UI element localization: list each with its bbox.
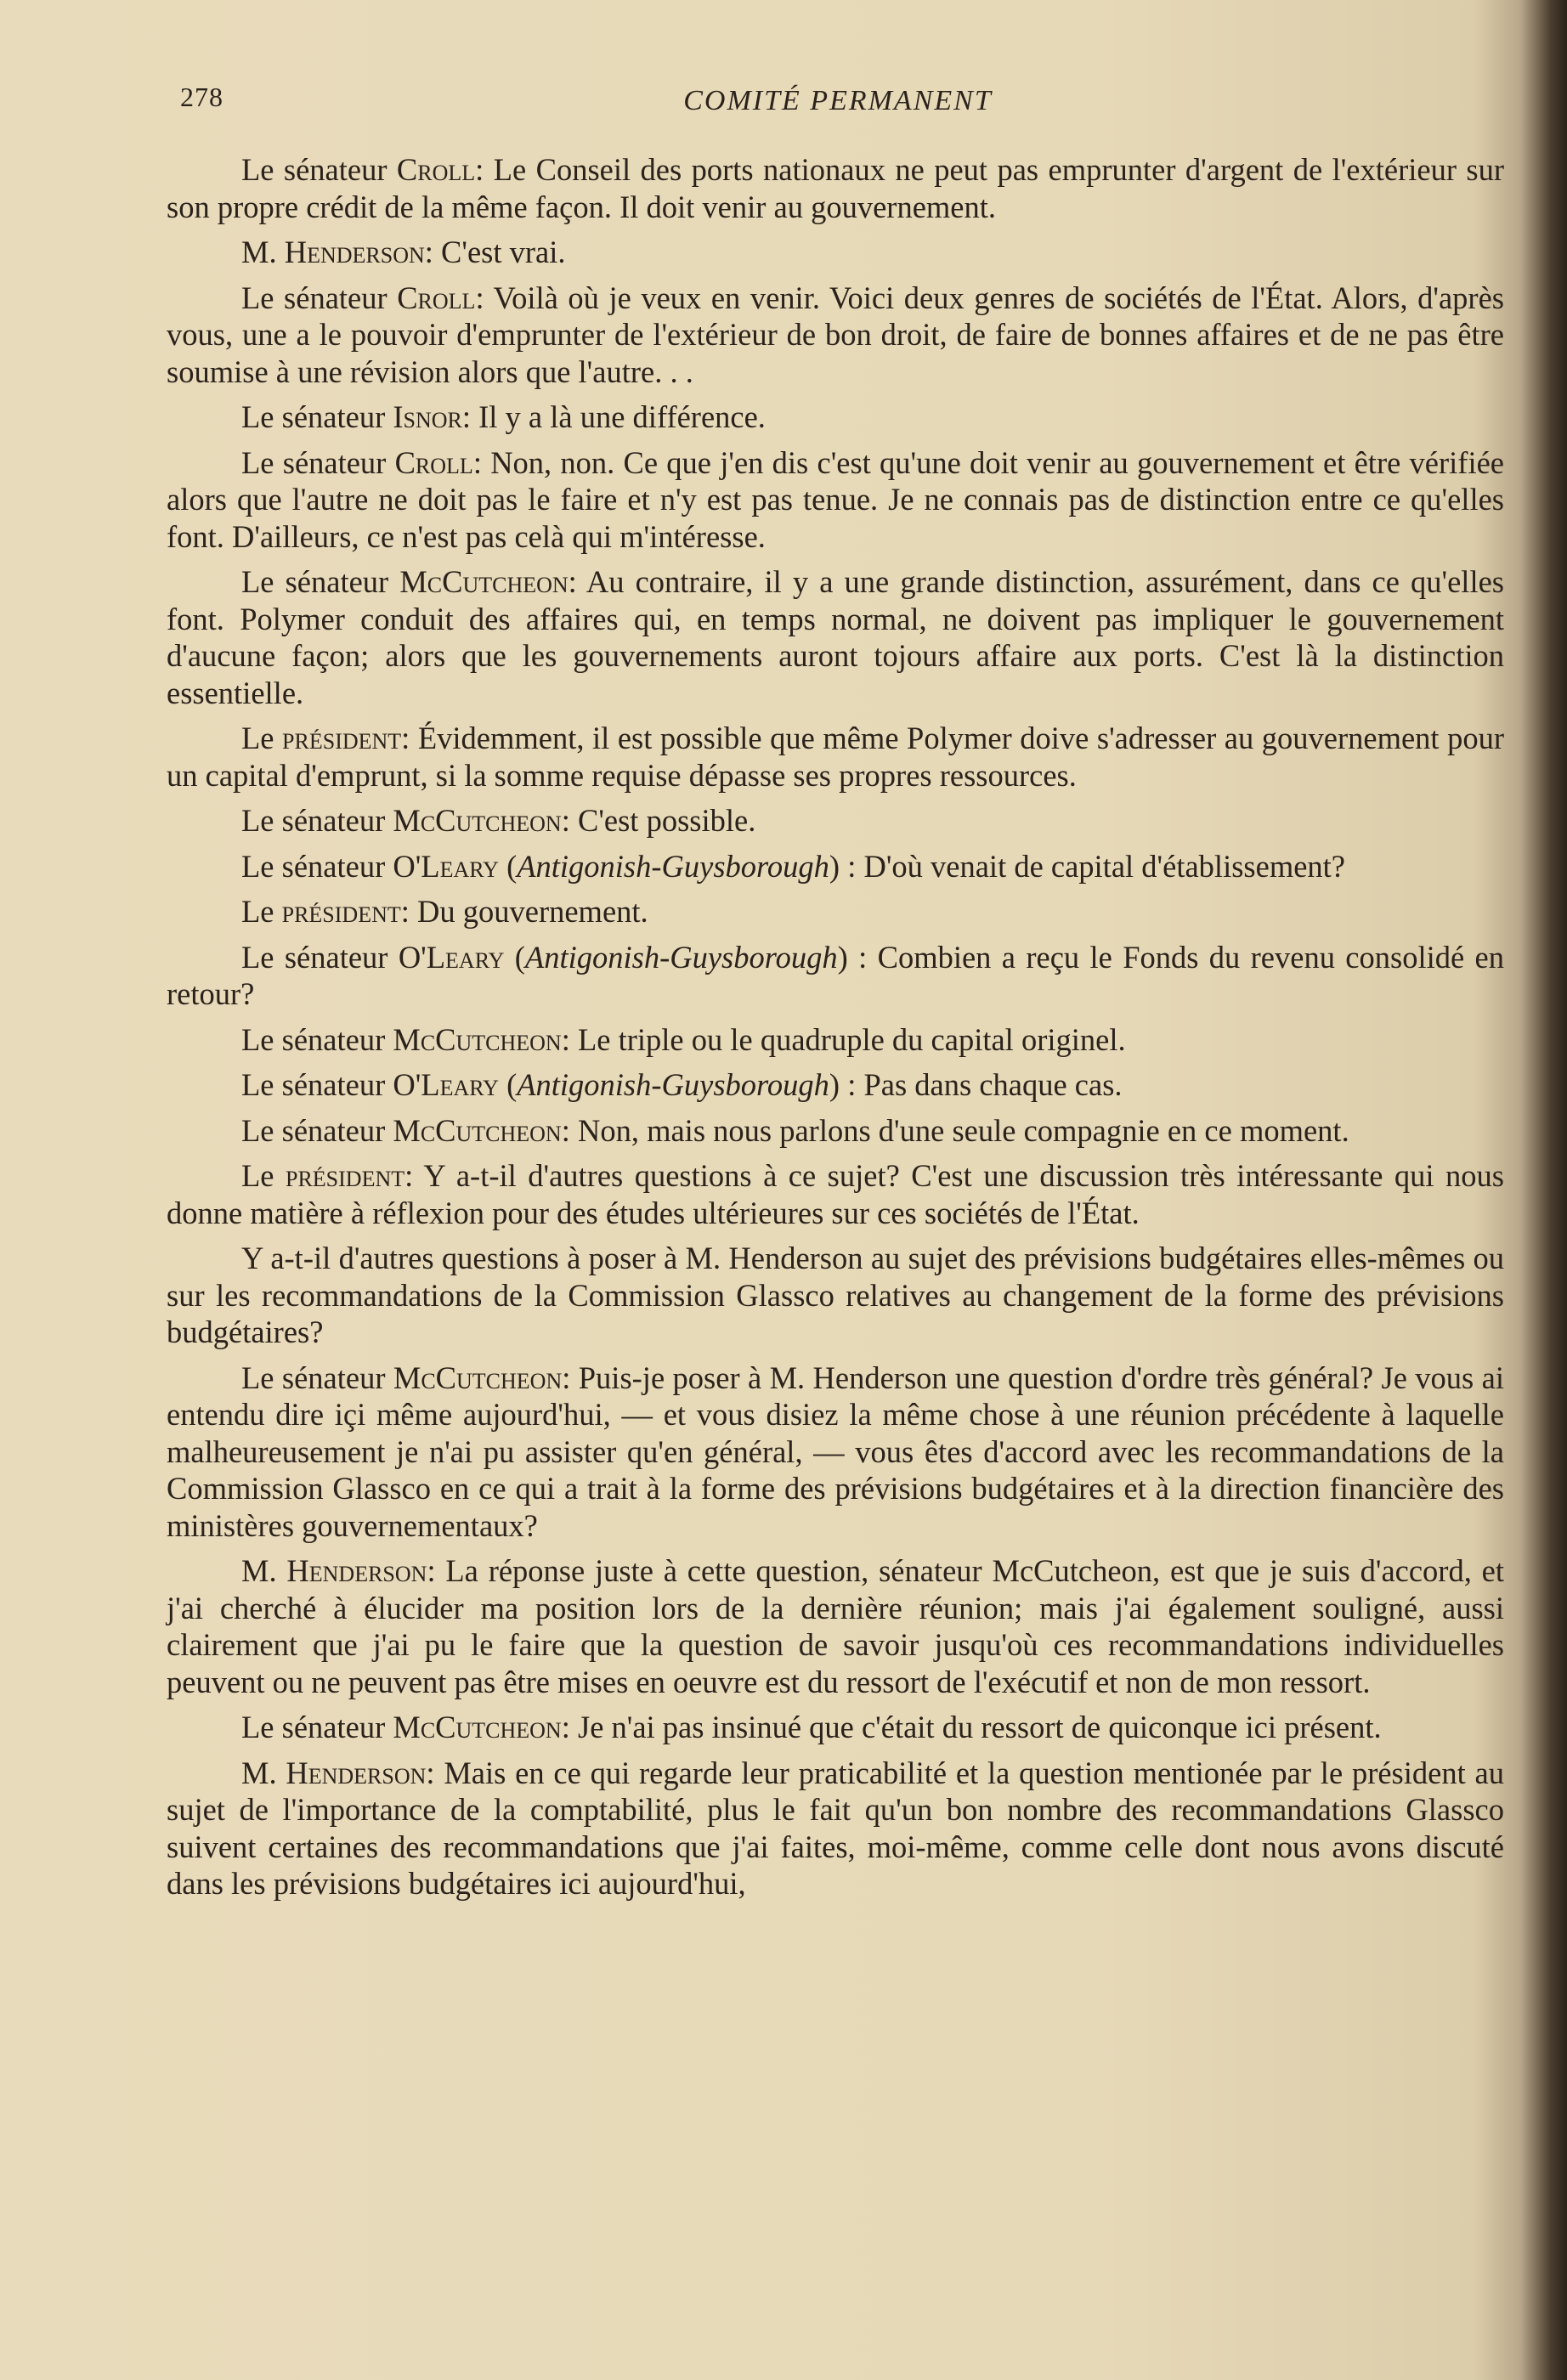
- paragraph-text: : C'est possible.: [561, 803, 756, 838]
- speaker-title: Le sénateur: [241, 444, 395, 480]
- speaker-title: Le sénateur: [241, 939, 399, 975]
- paragraph-text: : Mais en ce qui regarde leur praticabilité et la question mentionée par le président au sujet de l'importance de la comptabilité, plus le fait qu'un bon nombre des recommandations Glassco suivent certaines des recommandations que j'ai faites, moi-même, comme celle dont nous avons discuté dans les prévisions budgétaires ici aujourd'hui,: [167, 1755, 1504, 1901]
- transcript-paragraph: [167, 1755, 1504, 1902]
- speaker-name: McCutcheon: [393, 1112, 562, 1148]
- speaker-title: Le sénateur: [241, 564, 400, 599]
- speaker-name: Isnor: [393, 399, 462, 434]
- speaker-name: McCutcheon: [393, 1710, 562, 1744]
- speaker-riding: Antigonish-Guysborough: [524, 939, 838, 975]
- speaker-title: Le sénateur: [241, 1710, 393, 1744]
- transcript-paragraph: [167, 444, 1504, 556]
- speaker-title: M.: [241, 1553, 287, 1588]
- speaker-suffix: (: [498, 848, 518, 884]
- speaker-title: Le sénateur: [241, 152, 397, 187]
- transcript-paragraph: [167, 280, 1504, 391]
- speaker-name: Croll: [397, 280, 476, 315]
- transcript-paragraph: [167, 1709, 1504, 1746]
- transcript-paragraph: [167, 802, 1504, 840]
- paragraph-text: : Au contraire, il y a une grande distinction, assurément, dans ce qu'elles font. Polymer conduit des affaires qui, en temps normal, ne doivent pas impliquer le gouvernement d'aucune façon; alors que les gouvernements auront tojours affaire aux ports. C'est là la distinction essentielle.: [167, 564, 1504, 710]
- transcript-paragraph: [167, 1240, 1504, 1351]
- paragraph-text: : Non, mais nous parlons d'une seule compagnie en ce moment.: [561, 1112, 1349, 1148]
- speaker-name: McCutcheon: [393, 1021, 562, 1057]
- speaker-suffix: (: [504, 939, 525, 975]
- page-number: 278: [180, 82, 223, 112]
- transcript-paragraph: [167, 939, 1504, 1013]
- speaker-title: M.: [241, 1755, 286, 1790]
- speaker-name: McCutcheon: [393, 803, 562, 838]
- paragraph-text: : Évidemment, il est possible que même Polymer doive s'adresser au gouvernement pour un capital d'emprunt, si la somme requise dépasse ses propres ressources.: [167, 721, 1505, 793]
- paragraph-text: ) : D'où venait de capital d'établissement?: [829, 848, 1346, 884]
- speaker-name: O'Leary: [393, 1067, 499, 1102]
- transcript-paragraph: [167, 1157, 1504, 1231]
- speaker-title: Le: [241, 894, 282, 929]
- speaker-riding: Antigonish-Guysborough: [517, 1067, 829, 1102]
- transcript-paragraph: [167, 1552, 1504, 1700]
- speaker-title: Le sénateur: [241, 803, 393, 838]
- running-title: COMITÉ PERMANENT: [683, 85, 993, 116]
- paragraph-text: : C'est vrai.: [424, 235, 566, 269]
- paragraph-text: : Y a-t-il d'autres questions à ce sujet? C'est une discussion très intéressante qui nous donne matière à réflexion pour des études ultérieures sur ces sociétés de l'État.: [167, 1158, 1504, 1230]
- paragraph-text: : Le triple ou le quadruple du capital originel.: [561, 1021, 1126, 1057]
- paragraph-text: : Le Conseil des ports nationaux ne peut pas emprunter d'argent de l'extérieur sur son propre crédit de la même façon. Il doit venir au gouvernement.: [167, 152, 1504, 224]
- speaker-name: Henderson: [284, 235, 425, 269]
- transcript-paragraph: [167, 234, 1504, 271]
- speaker-name: Henderson: [286, 1755, 427, 1790]
- speaker-name: McCutcheon: [393, 1360, 563, 1395]
- speaker-riding: Antigonish-Guysborough: [517, 848, 829, 884]
- paragraph-text: : Non, non. Ce que j'en dis c'est qu'une doit venir au gouvernement et être vérifiée alors que l'autre ne doit pas le faire et n'y est pas tenue. Je ne connais pas de distinction entre ce qu'elles font. D'ailleurs, ce n'est pas celà qui m'intéresse.: [167, 444, 1504, 554]
- speaker-title: Le: [241, 721, 283, 755]
- speaker-title: Le sénateur: [241, 280, 398, 315]
- paragraph-text: ) : Combien a reçu le Fonds du revenu consolidé en retour?: [167, 939, 1504, 1011]
- paragraph-text: Y a-t-il d'autres questions à poser à M. Henderson au sujet des prévisions budgétaires elles-mêmes ou sur les recommandations de la Commission Glassco relatives au changement de la forme des prévisions budgétaires?: [167, 1241, 1504, 1349]
- transcript-paragraph: [167, 151, 1504, 225]
- speaker-name: Henderson: [286, 1553, 427, 1588]
- transcript-body: [167, 151, 1504, 1911]
- transcript-paragraph: [167, 563, 1504, 711]
- speaker-title: Le sénateur: [241, 848, 393, 884]
- paragraph-text: : Puis-je poser à M. Henderson une question d'ordre très général? Je vous ai entendu dire içi même aujourd'hui, — et vous disiez la même chose à une réunion précédente à laquelle malheureusement je n'ai pu assister qu'en général, — vous êtes d'accord avec les recommandations de la Commission Glassco en ce qui a trait à la forme des prévisions budgétaires et à la direction financière des ministères gouvernementaux?: [167, 1360, 1504, 1543]
- speaker-title: Le sénateur: [241, 1067, 393, 1102]
- speaker-title: Le sénateur: [241, 1021, 393, 1057]
- transcript-paragraph: [167, 1112, 1504, 1150]
- paragraph-text: : Je n'ai pas insinué que c'était du ressort de quiconque ici présent.: [561, 1710, 1382, 1744]
- speaker-title: Le sénateur: [241, 1112, 393, 1148]
- paragraph-text: : La réponse juste à cette question, sénateur McCutcheon, est que je suis d'accord, et j'ai cherché à élucider ma position lors de la dernière réunion; mais j'ai également souligné, aussi clairement que j'ai pu le faire que la question de savoir jusqu'où ces recommandations individuelles peuvent ou ne peuvent pas être mises en oeuvre est du ressort de l'exécutif et non de mon ressort.: [167, 1553, 1504, 1699]
- transcript-paragraph: [167, 1021, 1504, 1059]
- speaker-title: M.: [241, 235, 285, 269]
- speaker-name: président: [285, 1158, 405, 1193]
- paragraph-text: : Il y a là une différence.: [461, 399, 766, 434]
- transcript-paragraph: [167, 848, 1504, 885]
- speaker-suffix: (: [498, 1067, 518, 1102]
- page-header: [175, 82, 1501, 124]
- speaker-name: président: [281, 894, 401, 929]
- speaker-name: McCutcheon: [399, 564, 569, 599]
- speaker-name: O'Leary: [393, 848, 499, 884]
- paragraph-text: : Du gouvernement.: [400, 894, 648, 929]
- speaker-name: O'Leary: [398, 939, 505, 975]
- transcript-paragraph: [167, 893, 1504, 930]
- speaker-title: Le: [241, 1158, 286, 1193]
- speaker-title: Le sénateur: [241, 399, 393, 434]
- speaker-name: Croll: [394, 444, 473, 480]
- paragraph-text: : Voilà où je veux en venir. Voici deux genres de sociétés de l'État. Alors, d'après vous, une a le pouvoir d'emprunter de l'extérieur de bon droit, de faire de bonnes affaires et de ne pas être soumise à une révision alors que l'autre. . .: [167, 280, 1504, 389]
- transcript-paragraph: [167, 399, 1504, 436]
- speaker-name: président: [282, 721, 402, 755]
- transcript-paragraph: [167, 1066, 1504, 1104]
- speaker-title: Le sénateur: [241, 1360, 393, 1395]
- transcript-paragraph: [167, 720, 1504, 794]
- transcript-paragraph: [167, 1360, 1504, 1545]
- speaker-name: Croll: [396, 152, 476, 187]
- paragraph-text: ) : Pas dans chaque cas.: [829, 1067, 1123, 1102]
